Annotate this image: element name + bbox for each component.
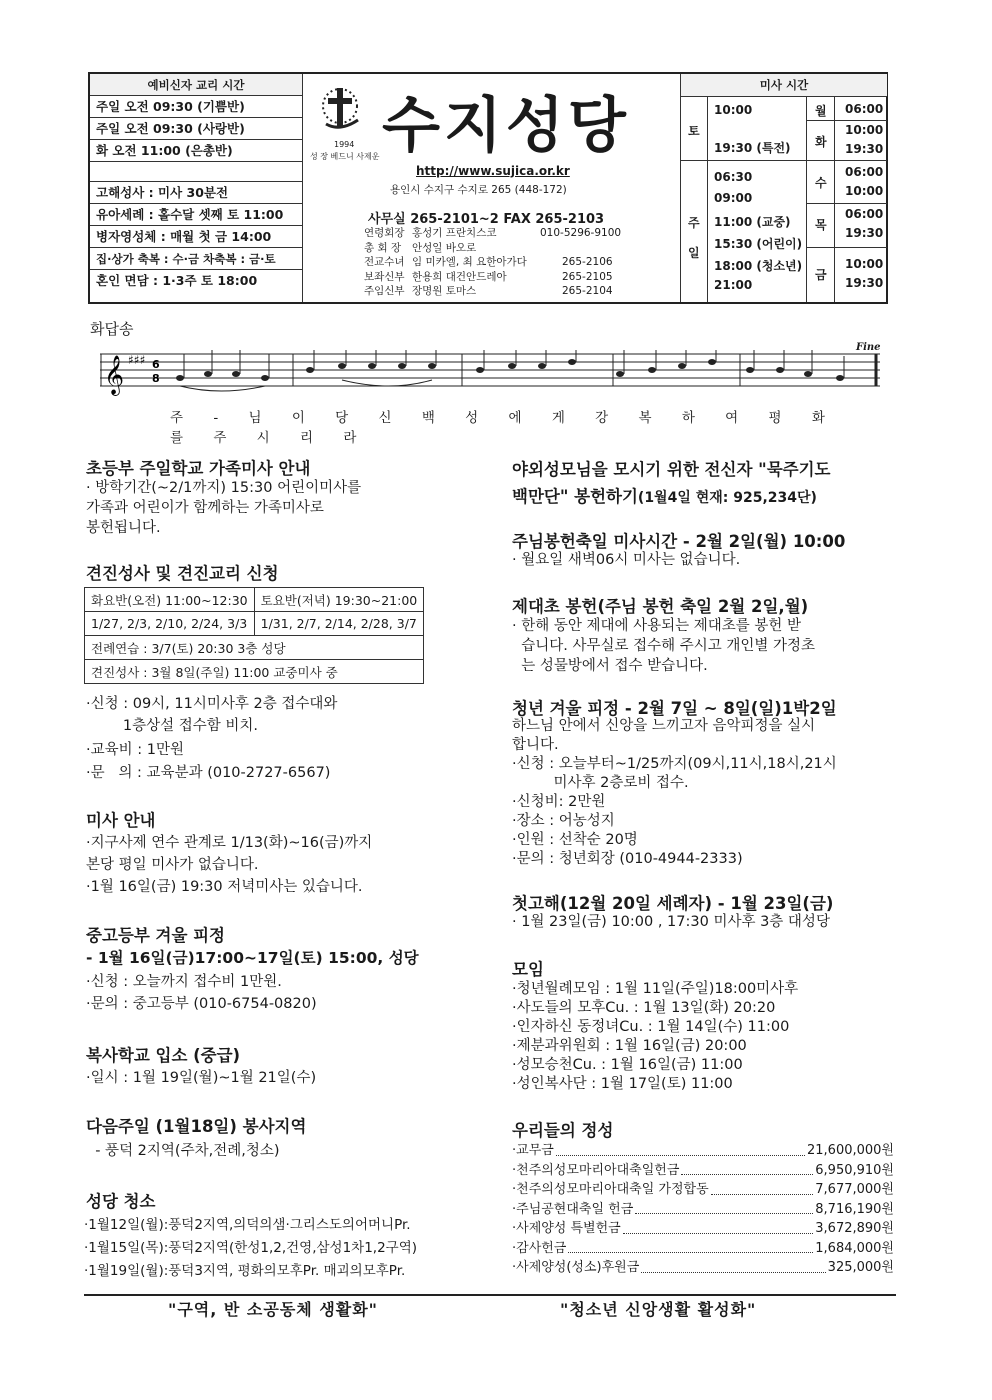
- slogan-right: "청소년 신앙생활 활성화": [560, 1300, 757, 1319]
- svg-text:8: 8: [152, 372, 160, 385]
- schedule-row: [90, 162, 302, 182]
- section-text: 가족과 어린이가 함께하는 가족미사로: [86, 500, 324, 516]
- schedule-row: 병자영성체 : 매월 첫 금 14:00: [90, 226, 302, 248]
- section-text: ·일시 : 1월 19일(월)~1월 21일(수): [86, 1070, 317, 1086]
- section-text: ·1월 16일(금) 19:30 저녁미사는 있습니다.: [86, 879, 363, 895]
- staff-row: 총 회 장 안성일 바오로: [364, 241, 477, 254]
- offerings-list: [512, 1141, 894, 1278]
- section-text: · 월요일 새벽06시 미사는 없습니다.: [512, 552, 741, 568]
- offering-row: ·감사헌금 1,684,000원: [512, 1240, 894, 1256]
- divider: [680, 74, 681, 302]
- section-text: ·문 의 : 교육분과 (010-2727-6567): [86, 765, 331, 781]
- section-text: ·문의 : 중고등부 (010-6754-0820): [86, 996, 317, 1012]
- staff-row: 전교수녀 임 미카엘, 최 요한아가다 265-2106: [364, 256, 613, 268]
- section-text: ·성인복사단 : 1월 17일(토) 11:00: [512, 1076, 733, 1092]
- divider: [834, 97, 835, 302]
- section-title: 미사 안내: [86, 811, 156, 830]
- section-text: 봉헌됩니다.: [86, 520, 161, 536]
- music-staff: [100, 350, 882, 398]
- divider: [806, 203, 887, 204]
- website-link[interactable]: http://www.sujica.or.kr: [416, 164, 570, 178]
- section-text: ·청년월례모임 : 1월 11일(주일)18:00미사후: [512, 981, 799, 997]
- schedule-row: 예비신자 교리 시간: [90, 74, 302, 96]
- section-title: 중고등부 겨울 피정: [86, 926, 226, 945]
- catechism-schedule: [90, 74, 302, 292]
- weekday-time: 19:30: [845, 276, 884, 290]
- sunday-time: 21:00: [714, 278, 753, 292]
- office-phone: 사무실 265-2101~2 FAX 265-2103: [368, 212, 605, 227]
- weekday-time: 06:00: [845, 165, 884, 179]
- divider: [806, 97, 807, 302]
- weekday-time: 10:00: [845, 184, 884, 198]
- weekday-time: 10:00: [845, 257, 884, 271]
- staff-row: 보좌신부 한용희 대건안드레아 265-2105: [364, 270, 613, 283]
- offering-row: ·사제양성(성소)후원금 325,000원: [512, 1260, 894, 1275]
- section-text: 습니다. 사무실로 접수해 주시고 개인별 가정초: [512, 638, 816, 654]
- offering-row: ·사제양성 특별헌금 3,672,890원: [512, 1221, 894, 1236]
- divider: [806, 160, 887, 161]
- schedule-row: 주일 오전 09:30 (사랑반): [90, 118, 302, 140]
- section-text: 1층상설 접수함 비치.: [86, 718, 258, 734]
- section-title: 초등부 주일학교 가족미사 안내: [86, 459, 311, 478]
- sunday-label: 주일: [688, 216, 700, 260]
- weekday-label: 금: [815, 268, 827, 282]
- table-cell: 1/27, 2/3, 2/10, 2/24, 3/3: [85, 612, 255, 636]
- table-cell: 토요반(저녁) 19:30~21:00: [254, 588, 424, 612]
- psalm-lyrics: 주 - 님 이 당 신 백 성 에 게 강 복 하 여 평 화 를 주 시 리 라: [170, 410, 835, 446]
- section-text: ·1월15일(목):풍덕2지역(한성1,2,건영,삼성1차1,2구역): [84, 1240, 418, 1256]
- section-text: ·인원 : 선착순 20명: [512, 832, 638, 848]
- confirmation-table: [84, 587, 424, 684]
- section-text: 미사후 2층로비 접수.: [512, 775, 689, 791]
- section-text: ·문의 : 청년회장 (010-4944-2333): [512, 851, 743, 867]
- weekday-label: 목: [815, 218, 827, 232]
- weekday-time: 06:00: [845, 102, 884, 116]
- offering-row: ·교무금 21,600,000원: [512, 1143, 894, 1158]
- section-text: · 한해 동안 제대에 사용되는 제대초를 봉헌 받: [512, 618, 801, 634]
- sunday-time: 15:30 (어린이): [714, 237, 803, 251]
- section-text: ·교육비 : 1만원: [86, 742, 184, 758]
- section-text: ·사도들의 모후Cu. : 1월 13일(화) 20:20: [512, 1000, 776, 1016]
- sunday-time: 09:00: [714, 191, 753, 205]
- svg-text:♯♯♯: ♯♯♯: [128, 353, 146, 367]
- divider: [806, 120, 887, 121]
- weekday-label: 수: [815, 176, 827, 190]
- table-cell: 전례연습 : 3/7(토) 20:30 3층 성당: [85, 636, 424, 660]
- mass-times-heading: 미사 시간: [681, 74, 887, 97]
- weekday-time: 10:00: [845, 123, 884, 137]
- section-title: 다음주일 (1월18일) 봉사지역: [86, 1117, 307, 1136]
- section-text: 본당 평일 미사가 없습니다.: [86, 857, 259, 873]
- weekday-time: 19:30: [845, 226, 884, 240]
- section-text: - 풍덕 2지역(주차,전례,청소): [86, 1143, 280, 1159]
- divider: [681, 160, 807, 161]
- saturday-time: 19:30 (특전): [714, 141, 791, 155]
- schedule-row: 혼인 면담 : 1·3주 토 18:00: [96, 273, 258, 288]
- section-title: 복사학교 입소 (중급): [86, 1046, 241, 1065]
- staff-row: 주임신부 장명원 토마스 265-2104: [364, 285, 613, 297]
- section-text: ·1월19일(월):풍덕3지역, 평화의모후Pr. 매괴의모후Pr.: [84, 1263, 406, 1279]
- section-title: 성당 청소: [86, 1192, 156, 1211]
- schedule-row: 유아세례 : 홀수달 셋째 토 11:00: [90, 204, 302, 226]
- svg-text:6: 6: [152, 358, 160, 371]
- mass-times: [681, 74, 887, 97]
- divider: [302, 74, 303, 302]
- slogan-left: "구역, 반 소공동체 생활화": [168, 1300, 379, 1319]
- offering-row: ·천주의성모마리아대축일헌금 6,950,910원: [512, 1162, 894, 1178]
- section-title: 백만단" 봉헌하기(1월4일 현재: 925,234단): [512, 487, 817, 506]
- weekday-time: 06:00: [845, 207, 884, 221]
- page-title: 수지성당: [382, 91, 630, 161]
- saturday-time: 10:00: [714, 103, 753, 117]
- section-title: 청년 겨울 피정 - 2월 7일 ~ 8일(일)1박2일: [512, 699, 837, 718]
- section-text: 는 성물방에서 접수 받습니다.: [512, 658, 708, 674]
- section-text: 합니다.: [512, 737, 559, 753]
- section-text: ·제분과위원회 : 1월 16일(금) 20:00: [512, 1038, 747, 1054]
- fine-mark: Fine: [856, 342, 881, 353]
- sunday-time: 18:00 (청소년): [714, 259, 803, 273]
- table-cell: 견진성사 : 3월 8일(주일) 11:00 교중미사 중: [85, 660, 424, 684]
- section-text: · 방학기간(~2/1까지) 15:30 어린이미사를: [86, 480, 362, 496]
- staff-list: [364, 226, 621, 299]
- weekday-label: 월: [815, 104, 827, 118]
- logo-year: 1994: [334, 140, 355, 149]
- sunday-time: 11:00 (교중): [714, 215, 791, 229]
- section-text: ·신청 : 오늘까지 접수비 1만원.: [86, 974, 282, 990]
- section-text: · 1월 23일(금) 10:00 , 17:30 미사후 3층 대성당: [512, 914, 830, 930]
- schedule-row: 화 오전 11:00 (은총반): [90, 140, 302, 162]
- section-text: ·신청 : 오늘부터~1/25까지(09시,11시,18시,21시: [512, 756, 837, 772]
- table-cell: 1/31, 2/7, 2/14, 2/28, 3/7: [254, 612, 424, 636]
- schedule-row: 집·상가 축복 : 수·금 차축복 : 금·토: [90, 248, 302, 270]
- schedule-row: 고해성사 : 미사 30분전: [90, 182, 302, 204]
- divider: [707, 97, 708, 302]
- section-text: ·신청 : 09시, 11시미사후 2층 접수대와: [86, 696, 338, 712]
- schedule-row: 주일 오전 09:30 (기쁨반): [90, 96, 302, 118]
- logo-caption: 성 장 베드니 사제운: [310, 152, 380, 161]
- offering-row: ·천주의성모마리아대축일 가정합동 7,677,000원: [512, 1182, 894, 1197]
- section-text: 하느님 안에서 신앙을 느끼고자 음악피정을 실시: [512, 718, 816, 734]
- section-title: 야외성모님을 모시기 위한 전신자 "묵주기도: [512, 460, 831, 479]
- staff-row: 연령회장 홍성기 프란치스코 010-5296-9100: [364, 227, 622, 239]
- section-title: 주님봉헌축일 미사시간 - 2월 2일(월) 10:00: [512, 532, 846, 551]
- svg-text:𝄞: 𝄞: [104, 355, 125, 395]
- section-title: 제대초 봉헌(주님 봉헌 축일 2월 2일,월): [512, 597, 809, 616]
- section-title: 우리들의 정성: [512, 1121, 614, 1140]
- section-text: ·신청비: 2만원: [512, 794, 606, 810]
- saturday-label: 토: [688, 124, 700, 138]
- section-title: 첫고해(12월 20일 세례자) - 1월 23일(금): [512, 894, 834, 913]
- sunday-time: 06:30: [714, 170, 753, 184]
- section-text: ·장소 : 어농성지: [512, 813, 615, 829]
- offering-row: ·주님공현대축일 헌금 8,716,190원: [512, 1201, 894, 1217]
- section-text: ·인자하신 동정녀Cu. : 1월 14일(수) 11:00: [512, 1019, 790, 1035]
- table-cell: 화요반(오전) 11:00~12:30: [85, 588, 255, 612]
- address: 용인시 수지구 수지로 265 (448-172): [390, 184, 567, 196]
- section-subtitle: - 1월 16일(금)17:00~17일(토) 15:00, 성당: [86, 949, 419, 967]
- divider: [806, 247, 887, 248]
- psalm-label: 화답송: [90, 320, 134, 338]
- section-title: 모임: [512, 960, 544, 979]
- section-text: ·성모승천Cu. : 1월 16일(금) 11:00: [512, 1057, 743, 1073]
- section-title: 견진성사 및 견진교리 신청: [86, 564, 279, 583]
- footer-rule: [84, 1294, 896, 1296]
- section-text: ·1월12일(월):풍덕2지역,의덕의샘·그리스도의어머니Pr.: [84, 1217, 411, 1233]
- section-text: ·지구사제 연수 관계로 1/13(화)~16(금)까지: [86, 835, 373, 851]
- weekday-label: 화: [815, 135, 827, 149]
- weekday-time: 19:30: [845, 142, 884, 156]
